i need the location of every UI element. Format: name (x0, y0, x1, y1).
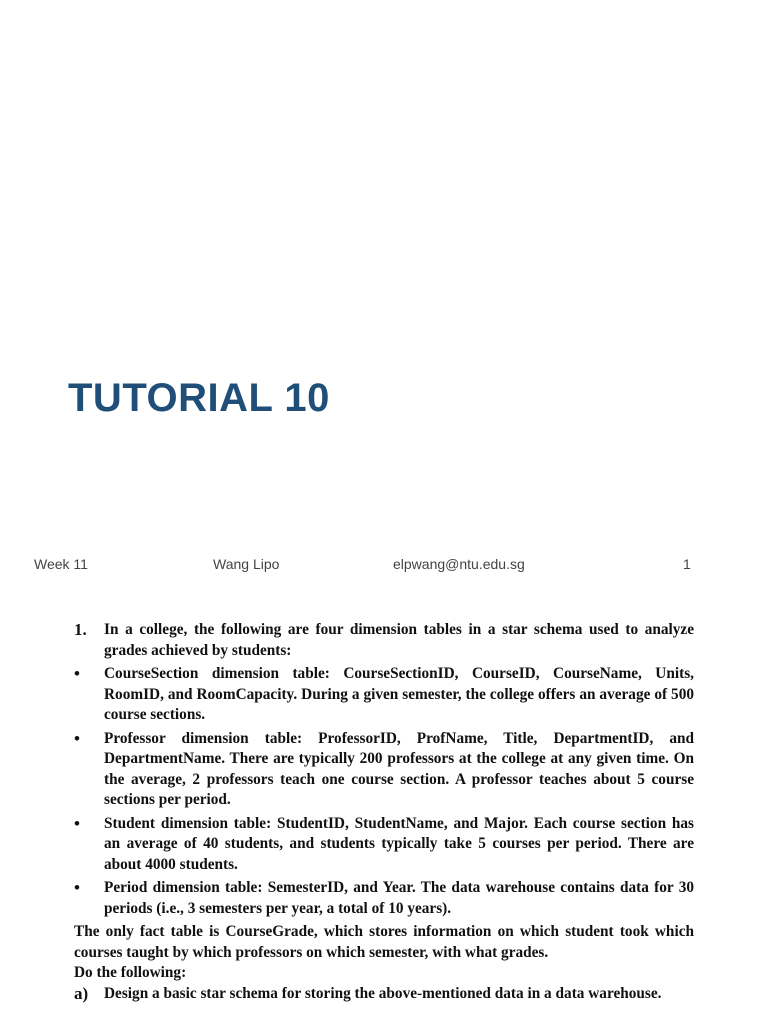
bullet-item (74, 664, 694, 726)
bullet-item (74, 814, 694, 876)
footer-email: elpwang@ntu.edu.sg (393, 556, 525, 572)
part-a-text: Design a basic star schema for storing the above-mentioned data in a data warehouse. (104, 984, 662, 1002)
footer-page-number: 1 (683, 556, 691, 572)
bullet-icon: • (74, 813, 80, 833)
bullet-text: CourseSection dimension table: CourseSectionID, CourseID, CourseName, Units, RoomID, and RoomCapacity. During a given semester, the college offers an average of 500 course sections. (104, 665, 694, 723)
bullet-item (74, 729, 694, 811)
bullet-icon: • (74, 664, 80, 683)
bullet-icon: • (74, 728, 80, 748)
bullet-text: Professor dimension table: ProfessorID, ProfName, Title, DepartmentID, and DepartmentName. There are typically 200 professors at the college at any given time. On the average, 2 professors teach one course section. A professor teaches about 5 course sections per period. (104, 729, 694, 808)
footer-author: Wang Lipo (213, 556, 280, 572)
bullet-text: Period dimension table: SemesterID, and Year. The data warehouse contains data for 30 periods (i.e., 3 semesters per year, a total of 10 years). (104, 879, 694, 917)
bullet-item (74, 878, 694, 919)
question-intro (74, 620, 694, 661)
question-content (74, 620, 694, 1007)
slide-title: TUTORIAL 10 (68, 376, 330, 420)
question-number: 1. (74, 620, 87, 639)
part-a-label: a) (74, 983, 89, 1003)
part-a (74, 984, 694, 1005)
question-intro-text: In a college, the following are four dimension tables in a star schema used to analyze grades achieved by students: (104, 621, 694, 659)
bullet-text: Student dimension table: StudentID, StudentName, and Major. Each course section has an average of 40 students, and students typically take 5 courses per period. There are about 4000 students. (104, 814, 694, 873)
do-following-label: Do the following: (74, 964, 187, 981)
footer-week: Week 11 (34, 556, 88, 572)
fact-table-paragraph: The only fact table is CourseGrade, which stores information on which student took which courses taught by which professors on which semester, with what grades. (74, 923, 694, 961)
bullet-icon: • (74, 878, 80, 897)
